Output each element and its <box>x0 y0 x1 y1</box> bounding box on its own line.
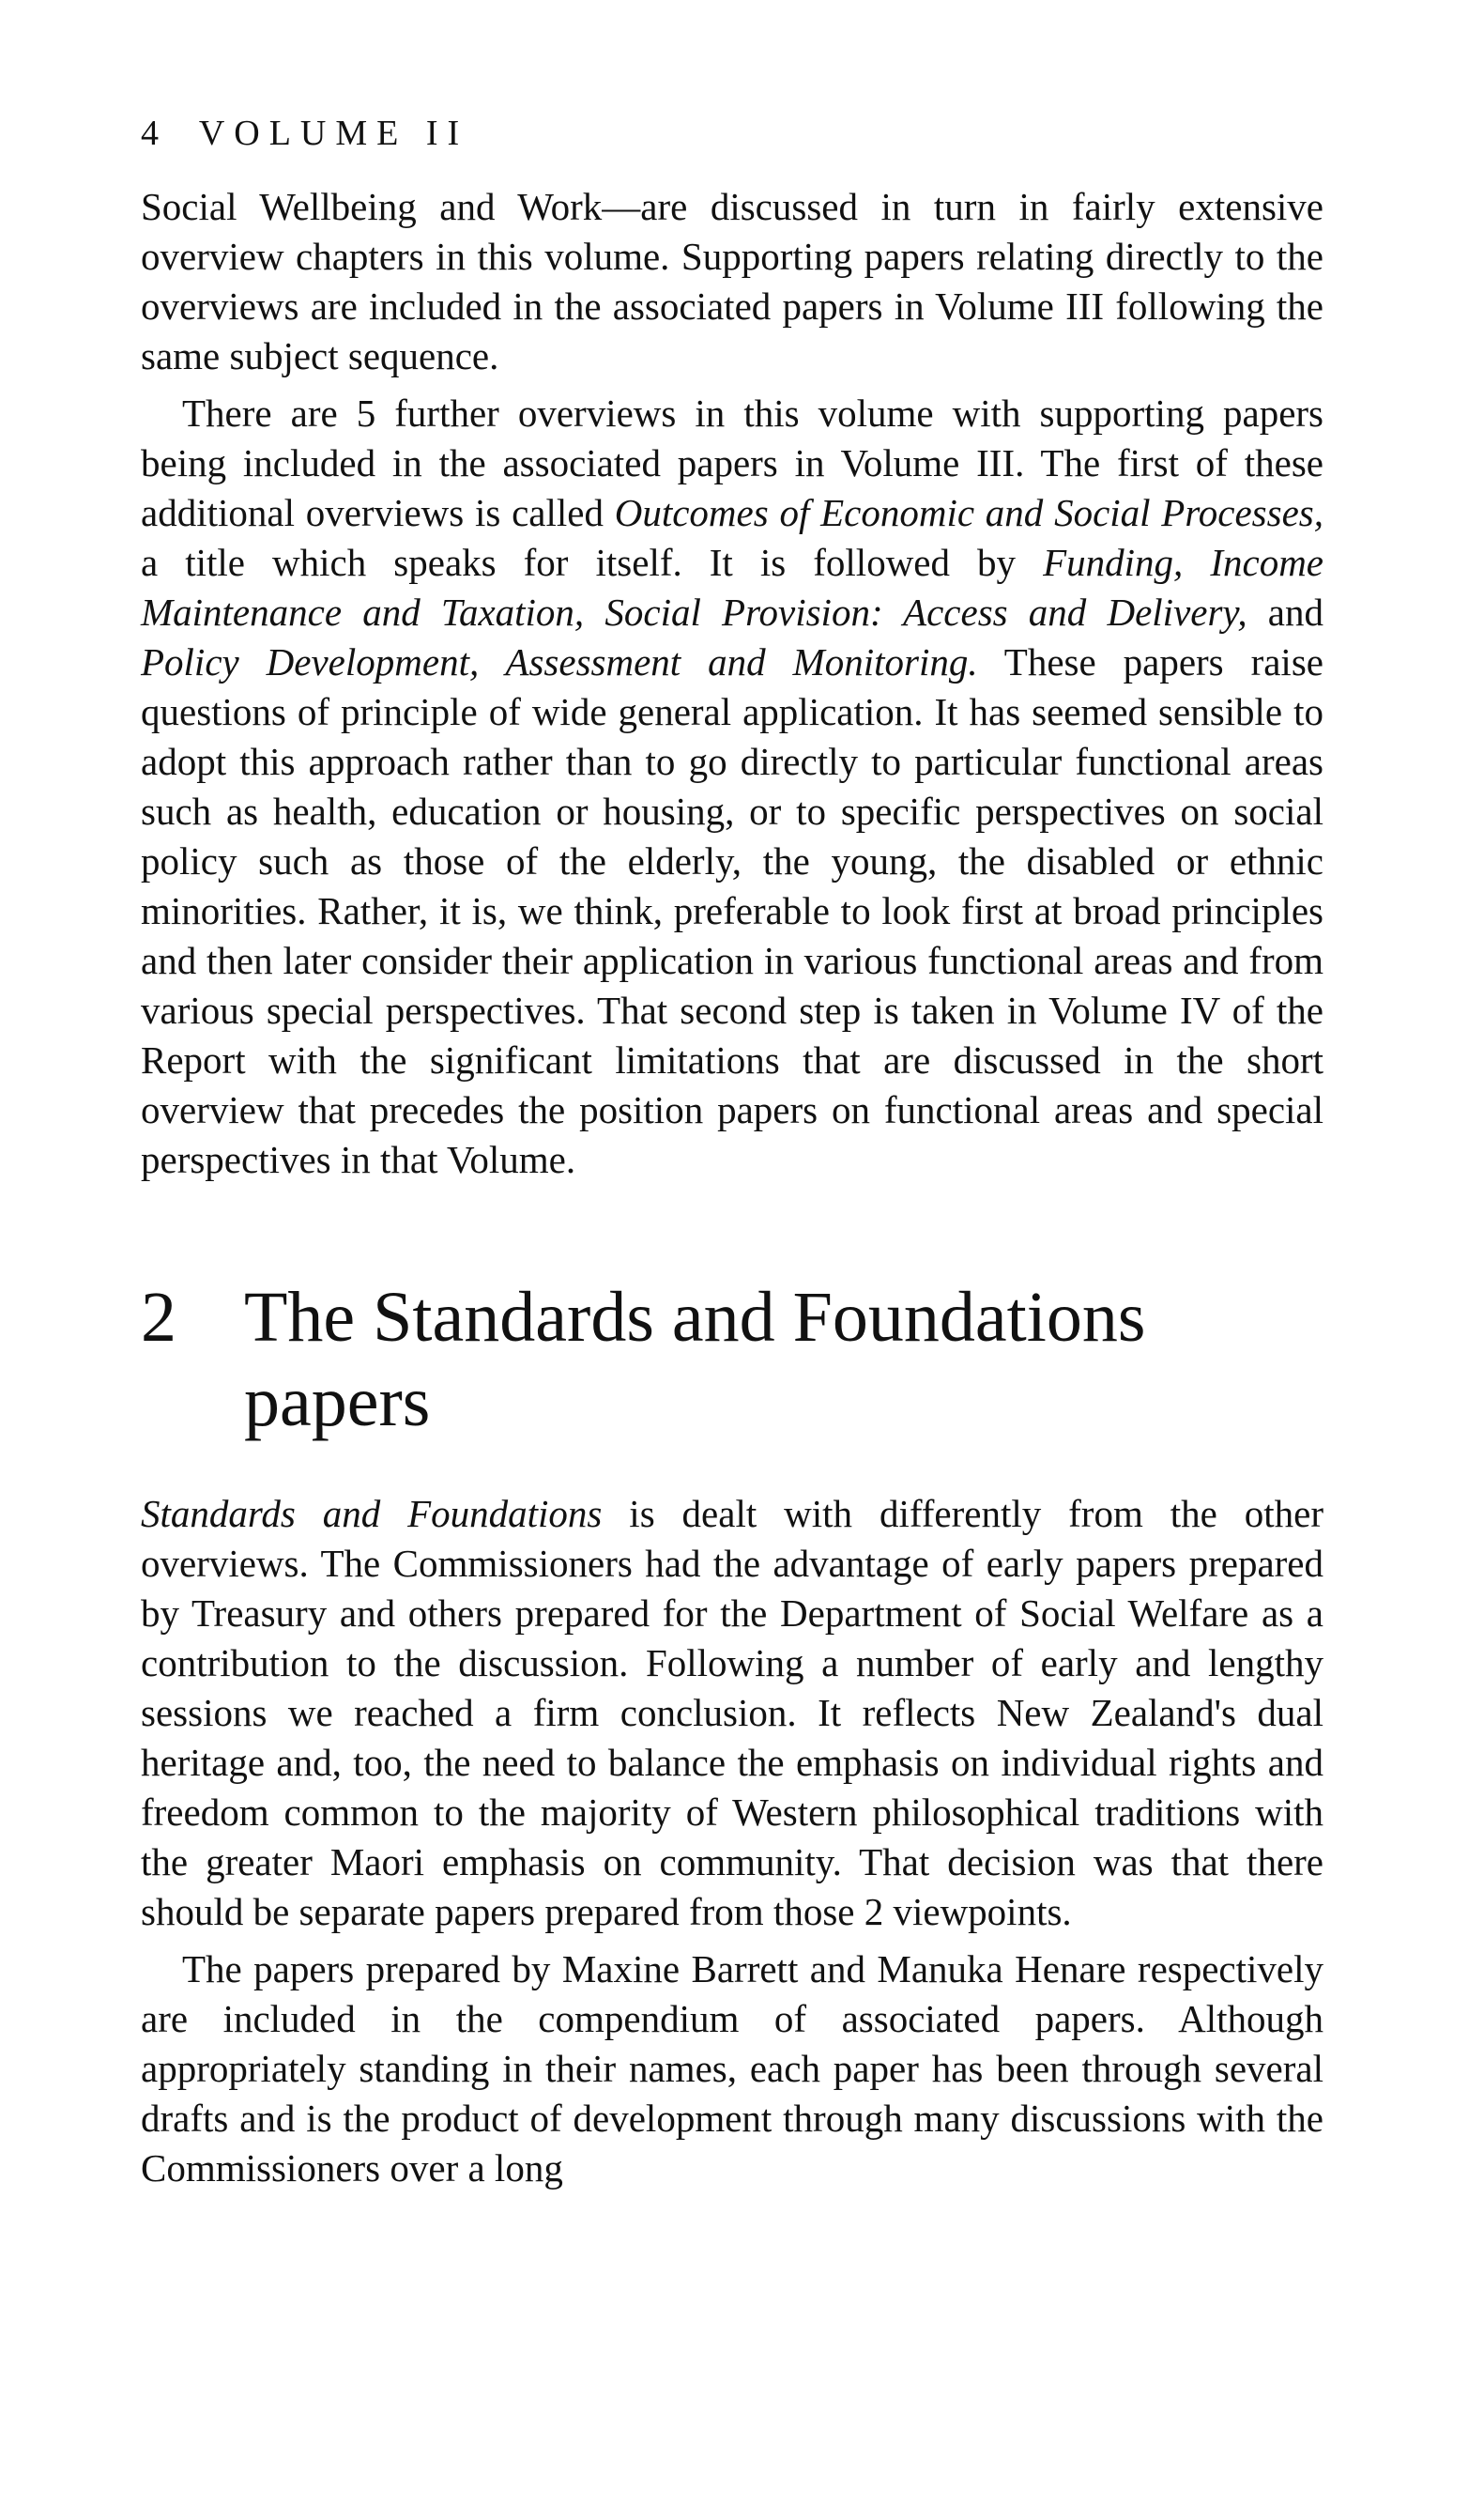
text-run: These papers raise questions of principle of wide general application. It has seemed sensible to adopt this approach rather than to go directly to particular functional areas such as health, education or housing, or to specific perspectives on social policy such as those of the elderly, the young, the disabled or ethnic minorities. Rather, it is, we think, preferable to look first at broad principles and then later consider their application in various functional areas and from various special perspectives. That second step is taken in Volume IV of the Report with the significant limitations that are discussed in the short overview that precedes the position papers on functional areas and special perspectives in that Volume. <box>141 639 1323 1181</box>
section-paragraph-2: The papers prepared by Maxine Barrett and Manuka Henare respectively are included in the compendium of associated papers. Although appropriately standing in their names, each paper has been through several drafts and is the product of development through many discussions with the Commissioners over a long <box>141 1946 1323 2190</box>
intro-paragraph-2 <box>141 389 1323 1185</box>
italic-title-outcomes: Outcomes of Economic and Social Processes, <box>614 490 1323 534</box>
section-number: 2 <box>141 1277 176 1357</box>
page <box>141 113 1323 2193</box>
italic-title-standards: Standards and Foundations <box>141 1491 603 1535</box>
section-title: The Standards and Foundations papers <box>244 1277 1146 1441</box>
text-run: is dealt with differently from the other overviews. The Commissioners had the advantage of early papers prepared by Treasury and others prepared for the Department of Social Welfare as a contribution to the discussion. Following a number of early and lengthy sessions we reached a firm conclusion. It reflects New Zealand's dual heritage and, too, the need to balance the emphasis on individual rights and freedom common to the majority of Western philosophical traditions with the greater Maori emphasis on community. That decision was that there should be separate papers prepared from those 2 viewpoints. <box>141 1491 1323 1933</box>
italic-title-funding: Funding, Income Maintenance and Taxation, Social Provision: Access and Delivery, <box>141 540 1323 634</box>
text-run: There are 5 further overviews in this volume with supporting papers being included in the associated papers in Volume III. The first of these additional overviews is called <box>141 391 1323 534</box>
page-number: 4 <box>141 114 168 153</box>
running-head <box>141 113 1323 156</box>
italic-title-policy: Policy Development, Assessment and Monitoring. <box>141 639 978 684</box>
section-paragraph-1 <box>141 1489 1323 1937</box>
intro-paragraph-1: Social Wellbeing and Work—are discussed in turn in fairly extensive overview chapters in this volume. Supporting papers relating directly to the overviews are included in the associated papers in Volume III following the same subject sequence. <box>141 184 1323 377</box>
text-run: a title which speaks for itself. It is followed by <box>141 540 1044 584</box>
text-run: and <box>1247 590 1323 634</box>
section-heading <box>141 1275 1323 1444</box>
running-head-title: VOLUME II <box>198 114 469 153</box>
